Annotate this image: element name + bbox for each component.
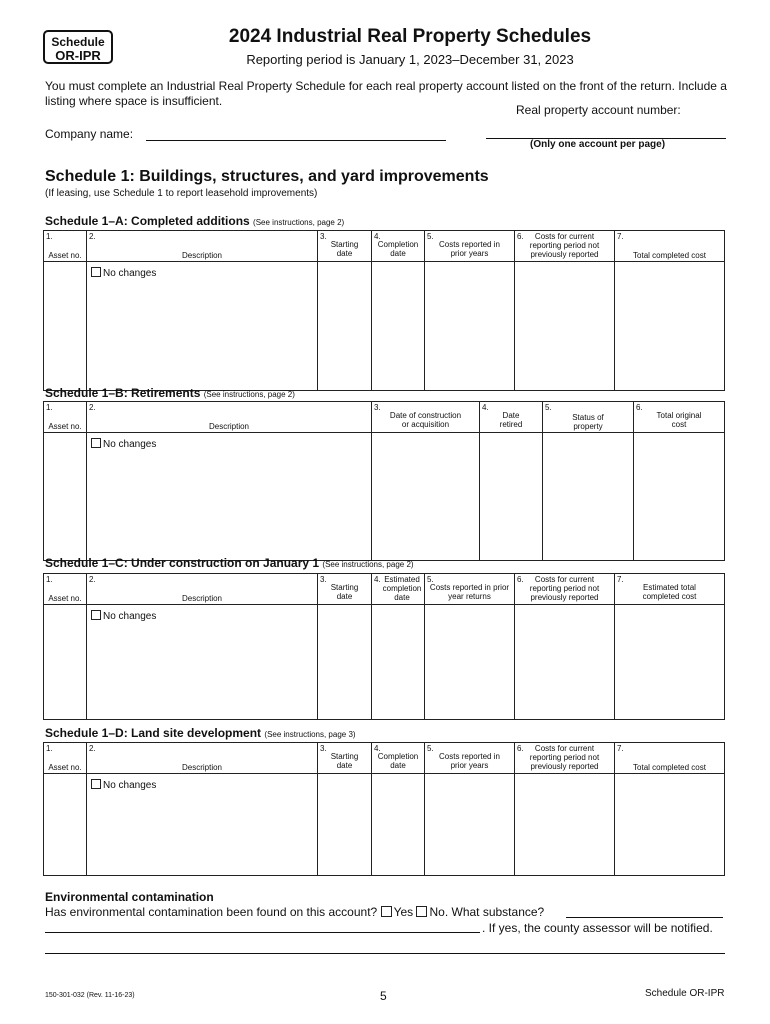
badge-line2: OR-IPR xyxy=(55,48,101,63)
col-estimated-completion: 4. Estimated completion date xyxy=(372,574,425,605)
entry-cell[interactable] xyxy=(515,262,615,391)
section-a-header-row xyxy=(44,231,725,262)
schedule1-title: Schedule 1: Buildings, structures, and yard improvements xyxy=(45,168,489,185)
section-c-note: (See instructions, page 2) xyxy=(322,560,414,569)
col-prior-costs: 5. Costs reported in prior years xyxy=(425,231,515,262)
page-title: 2024 Industrial Real Property Schedules xyxy=(228,26,592,47)
col-original-cost: 6. Total original cost xyxy=(634,402,725,433)
environment-title: Environmental contamination xyxy=(45,890,214,904)
col-total-cost: 7. Total completed cost xyxy=(615,231,725,262)
account-number-label: Real property account number: xyxy=(516,103,681,117)
asset-no-cell[interactable] xyxy=(44,433,87,561)
col-completion-date: 4. Completion date xyxy=(372,743,425,774)
environment-question-text: Has environmental contamination been found on this account? xyxy=(45,905,378,919)
col-description: 2. Description xyxy=(87,231,318,262)
badge-line1: Schedule xyxy=(51,35,105,49)
col-description: 2. Description xyxy=(87,574,318,605)
entry-cell[interactable] xyxy=(318,605,372,720)
yes-label: Yes xyxy=(393,905,414,919)
entry-cell[interactable] xyxy=(634,433,725,561)
section-b-table xyxy=(43,401,725,561)
col-asset-no: 1. Asset no. xyxy=(44,231,87,262)
entry-cell[interactable] xyxy=(615,774,725,876)
page-number: 5 xyxy=(380,989,387,1003)
company-name-label: Company name: xyxy=(45,127,134,141)
entry-cell[interactable] xyxy=(543,433,634,561)
section-d-table xyxy=(43,742,725,876)
section-a-entry-row xyxy=(44,262,725,391)
environment-note: . If yes, the county assessor will be notified. xyxy=(482,921,713,935)
section-c-entry-row xyxy=(44,605,725,720)
col-completion-date: 4. Completion date xyxy=(372,231,425,262)
asset-no-cell[interactable] xyxy=(44,262,87,391)
description-cell[interactable] xyxy=(87,605,318,720)
no-changes-option[interactable]: No changes xyxy=(91,267,317,279)
no-changes-checkbox[interactable] xyxy=(91,610,101,620)
section-b-header-row xyxy=(44,402,725,433)
col-date-retired: 4. Date retired xyxy=(480,402,543,433)
description-cell[interactable] xyxy=(87,262,318,391)
substance-field[interactable] xyxy=(566,917,723,918)
col-estimated-total: 7. Estimated total completed cost xyxy=(615,574,725,605)
entry-cell[interactable] xyxy=(425,605,515,720)
asset-no-cell[interactable] xyxy=(44,774,87,876)
environment-question xyxy=(45,905,544,919)
col-description: 2. Description xyxy=(87,402,372,433)
section-d-title xyxy=(45,726,356,740)
section-b-entry-row xyxy=(44,433,725,561)
col-prior-costs: 5. Costs reported in prior years xyxy=(425,743,515,774)
col-asset-no: 1. Asset no. xyxy=(44,743,87,774)
entry-cell[interactable] xyxy=(372,433,480,561)
section-a-note: (See instructions, page 2) xyxy=(253,218,345,227)
section-b-heading: Schedule 1–B: Retirements xyxy=(45,386,201,400)
footer-divider xyxy=(45,953,725,954)
col-construction-date: 3. Date of construction or acquisition xyxy=(372,402,480,433)
section-a-title xyxy=(45,214,344,228)
col-current-costs: 6. Costs for current reporting period not previously reported xyxy=(515,743,615,774)
col-status: 5. Status of property xyxy=(543,402,634,433)
no-changes-checkbox[interactable] xyxy=(91,438,101,448)
section-a-table xyxy=(43,230,725,391)
entry-cell[interactable] xyxy=(615,262,725,391)
description-cell[interactable] xyxy=(87,774,318,876)
schedule-badge xyxy=(43,30,113,64)
section-c-header-row xyxy=(44,574,725,605)
entry-cell[interactable] xyxy=(372,605,425,720)
col-prior-costs: 5. Costs reported in prior year returns xyxy=(425,574,515,605)
section-d-entry-row xyxy=(44,774,725,876)
entry-cell[interactable] xyxy=(480,433,543,561)
col-asset-no: 1. Asset no. xyxy=(44,574,87,605)
form-number: 150-301-032 (Rev. 11-16-23) xyxy=(45,992,135,999)
intro-text: You must complete an Industrial Real Property Schedule for each real property account listed on the front of the return. Include a listing where space is insufficient. xyxy=(45,79,727,108)
no-changes-option[interactable]: No changes xyxy=(91,610,317,622)
description-cell[interactable] xyxy=(87,433,372,561)
entry-cell[interactable] xyxy=(425,262,515,391)
entry-cell[interactable] xyxy=(425,774,515,876)
footer-title: Schedule OR-IPR xyxy=(645,988,725,999)
section-a-heading: Schedule 1–A: Completed additions xyxy=(45,214,250,228)
substance-field-continued[interactable] xyxy=(45,932,480,933)
col-total-cost: 7. Total completed cost xyxy=(615,743,725,774)
schedule1-subtitle: (If leasing, use Schedule 1 to report leasehold improvements) xyxy=(45,188,318,199)
section-d-note: (See instructions, page 3) xyxy=(264,730,356,739)
entry-cell[interactable] xyxy=(318,774,372,876)
entry-cell[interactable] xyxy=(615,605,725,720)
col-starting-date: 3. Starting date xyxy=(318,231,372,262)
no-label: No. What substance? xyxy=(429,905,545,919)
section-d-heading: Schedule 1–D: Land site development xyxy=(45,726,262,740)
section-c-title xyxy=(45,556,414,570)
section-c-heading: Schedule 1–C: Under construction on January 1 xyxy=(45,556,320,570)
no-changes-option[interactable]: No changes xyxy=(91,779,317,791)
no-changes-option[interactable]: No changes xyxy=(91,438,371,450)
yes-checkbox[interactable] xyxy=(381,906,392,917)
entry-cell[interactable] xyxy=(318,262,372,391)
col-current-costs: 6. Costs for current reporting period not previously reported xyxy=(515,231,615,262)
col-starting-date: 3. Starting date xyxy=(318,743,372,774)
section-c-table xyxy=(43,573,725,720)
entry-cell[interactable] xyxy=(372,774,425,876)
entry-cell[interactable] xyxy=(515,605,615,720)
account-note: (Only one account per page) xyxy=(530,139,666,150)
col-starting-date: 3. Starting date xyxy=(318,574,372,605)
no-changes-checkbox[interactable] xyxy=(91,779,101,789)
entry-cell[interactable] xyxy=(372,262,425,391)
section-d-header-row xyxy=(44,743,725,774)
col-description: 2. Description xyxy=(87,743,318,774)
no-changes-checkbox[interactable] xyxy=(91,267,101,277)
section-b-note: (See instructions, page 2) xyxy=(203,390,295,399)
col-current-costs: 6. Costs for current reporting period not previously reported xyxy=(515,574,615,605)
col-asset-no: 1. Asset no. xyxy=(44,402,87,433)
no-checkbox[interactable] xyxy=(416,906,427,917)
company-name-field[interactable] xyxy=(146,140,446,141)
section-b-title xyxy=(45,386,295,400)
entry-cell[interactable] xyxy=(515,774,615,876)
reporting-period: Reporting period is January 1, 2023–December 31, 2023 xyxy=(246,52,574,67)
asset-no-cell[interactable] xyxy=(44,605,87,720)
